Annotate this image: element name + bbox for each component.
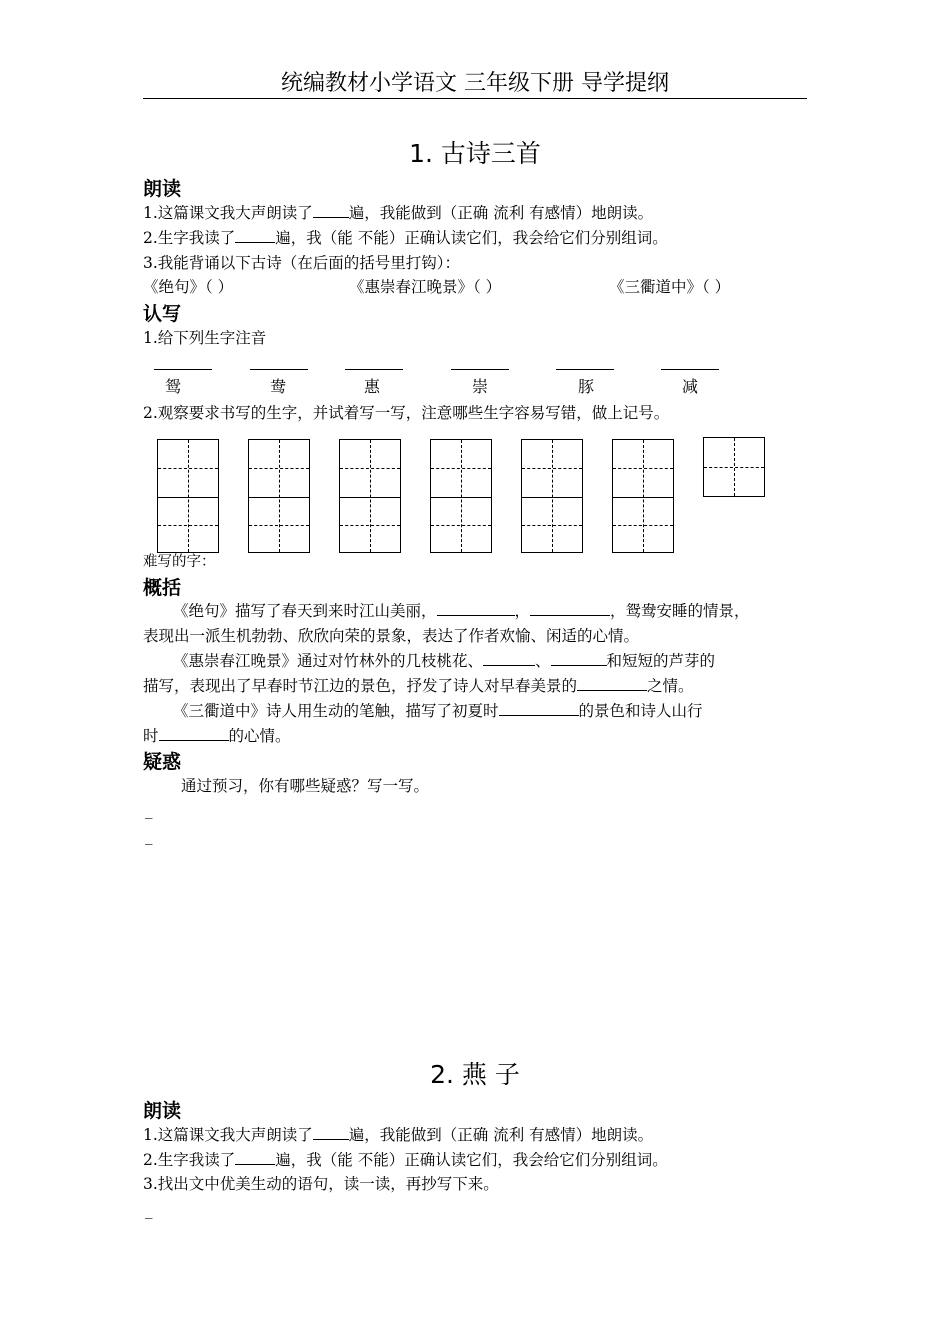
new-char: 惠 — [363, 377, 380, 396]
reading-line-2: 2.生字我读了 遍，我（能 不能）正确认读它们，我会给它们分别组词。 — [143, 226, 668, 248]
blank-summary-3[interactable] — [483, 650, 535, 667]
summary-p1-line1: 《绝句》描写了春天到来时江山美丽， ， ，鸳鸯安睡的情景， — [173, 599, 750, 621]
blank-read-count[interactable] — [313, 202, 349, 219]
blank-read-count[interactable] — [313, 1124, 349, 1141]
writing-heading: 认写 — [143, 303, 182, 325]
blank-summary-5[interactable] — [577, 675, 647, 692]
answer-line-mark[interactable]: _ — [145, 827, 153, 845]
summary-p2-line1: 《惠崇春江晚景》通过对竹林外的几枝桃花、 、 和短短的芦芽的 — [173, 649, 715, 671]
summary-p3-line2: 时 的心情。 — [143, 724, 291, 746]
new-char: 减 — [681, 377, 698, 396]
writing-grid-single[interactable] — [703, 437, 765, 497]
blank-summary-2[interactable] — [530, 600, 610, 617]
doubt-prompt: 通过预习，你有哪些疑惑？写一写。 — [181, 777, 430, 795]
doubt-heading: 疑惑 — [143, 751, 182, 773]
blank-summary-7[interactable] — [159, 725, 229, 742]
reading-line-3: 3.找出文中优美生动的语句，读一读，再抄写下来。 — [143, 1175, 499, 1193]
poem-check-3[interactable]: 《三衢道中》（ ） — [609, 278, 731, 296]
answer-line-mark[interactable]: _ — [145, 801, 153, 819]
reading-line-2: 2.生字我读了 遍，我（能 不能）正确认读它们，我会给它们分别组词。 — [143, 1148, 668, 1170]
writing-grid[interactable] — [339, 439, 401, 553]
writing-line-2: 2.观察要求书写的生字，并试着写一写，注意哪些生字容易写错，做上记号。 — [143, 404, 670, 422]
summary-p3-line1: 《三衢道中》诗人用生动的笔触，描写了初夏时 的景色和诗人山行 — [173, 699, 703, 721]
hard-chars-label: 难写的字： — [143, 554, 216, 570]
page-header: 统编教材小学语文 三年级下册 导学提纲 — [281, 71, 669, 96]
summary-p2-line2: 描写，表现出了早春时节江边的景色，抒发了诗人对早春美景的 之情。 — [143, 674, 694, 696]
poem-check-2[interactable]: 《惠崇春江晚景》（ ） — [349, 278, 502, 296]
writing-line-1: 1.给下列生字注音 — [143, 329, 267, 347]
reading-heading: 朗读 — [143, 178, 182, 200]
lesson-2-title: 2. 燕 子 — [430, 1060, 520, 1089]
blank-char-read-count[interactable] — [235, 227, 275, 244]
pinyin-blank[interactable] — [556, 369, 614, 370]
writing-grid[interactable] — [612, 439, 674, 553]
writing-grid[interactable] — [430, 439, 492, 553]
reading-line-1: 1.这篇课文我大声朗读了 遍，我能做到（正确 流利 有感情）地朗读。 — [143, 1123, 653, 1145]
pinyin-blank[interactable] — [250, 369, 308, 370]
blank-summary-6[interactable] — [499, 700, 579, 717]
summary-p1-line2: 表现出一派生机勃勃、欣欣向荣的景象，表达了作者欢愉、闲适的心情。 — [143, 627, 640, 645]
reading-line-1: 1.这篇课文我大声朗读了 遍，我能做到（正确 流利 有感情）地朗读。 — [143, 201, 653, 223]
blank-char-read-count[interactable] — [235, 1149, 275, 1166]
pinyin-blank[interactable] — [451, 369, 509, 370]
header-divider — [143, 98, 807, 99]
new-char: 鸯 — [269, 377, 286, 396]
blank-summary-4[interactable] — [551, 650, 607, 667]
new-char: 鸳 — [164, 377, 181, 396]
poem-check-1[interactable]: 《绝句》（ ） — [143, 278, 234, 296]
lesson-1-title: 1. 古诗三首 — [409, 139, 541, 168]
reading-line-3: 3.我能背诵以下古诗（在后面的括号里打钩）： — [143, 254, 461, 272]
reading-heading: 朗读 — [143, 1100, 182, 1122]
answer-line-mark[interactable]: _ — [145, 1201, 153, 1219]
blank-summary-1[interactable] — [437, 600, 515, 617]
writing-grid[interactable] — [157, 439, 219, 553]
pinyin-blank[interactable] — [154, 369, 212, 370]
summary-heading: 概括 — [143, 577, 182, 599]
new-char: 豚 — [577, 377, 594, 396]
writing-grid[interactable] — [521, 439, 583, 553]
new-char: 崇 — [471, 377, 488, 396]
pinyin-blank[interactable] — [345, 369, 403, 370]
pinyin-blank[interactable] — [661, 369, 719, 370]
writing-grid[interactable] — [248, 439, 310, 553]
